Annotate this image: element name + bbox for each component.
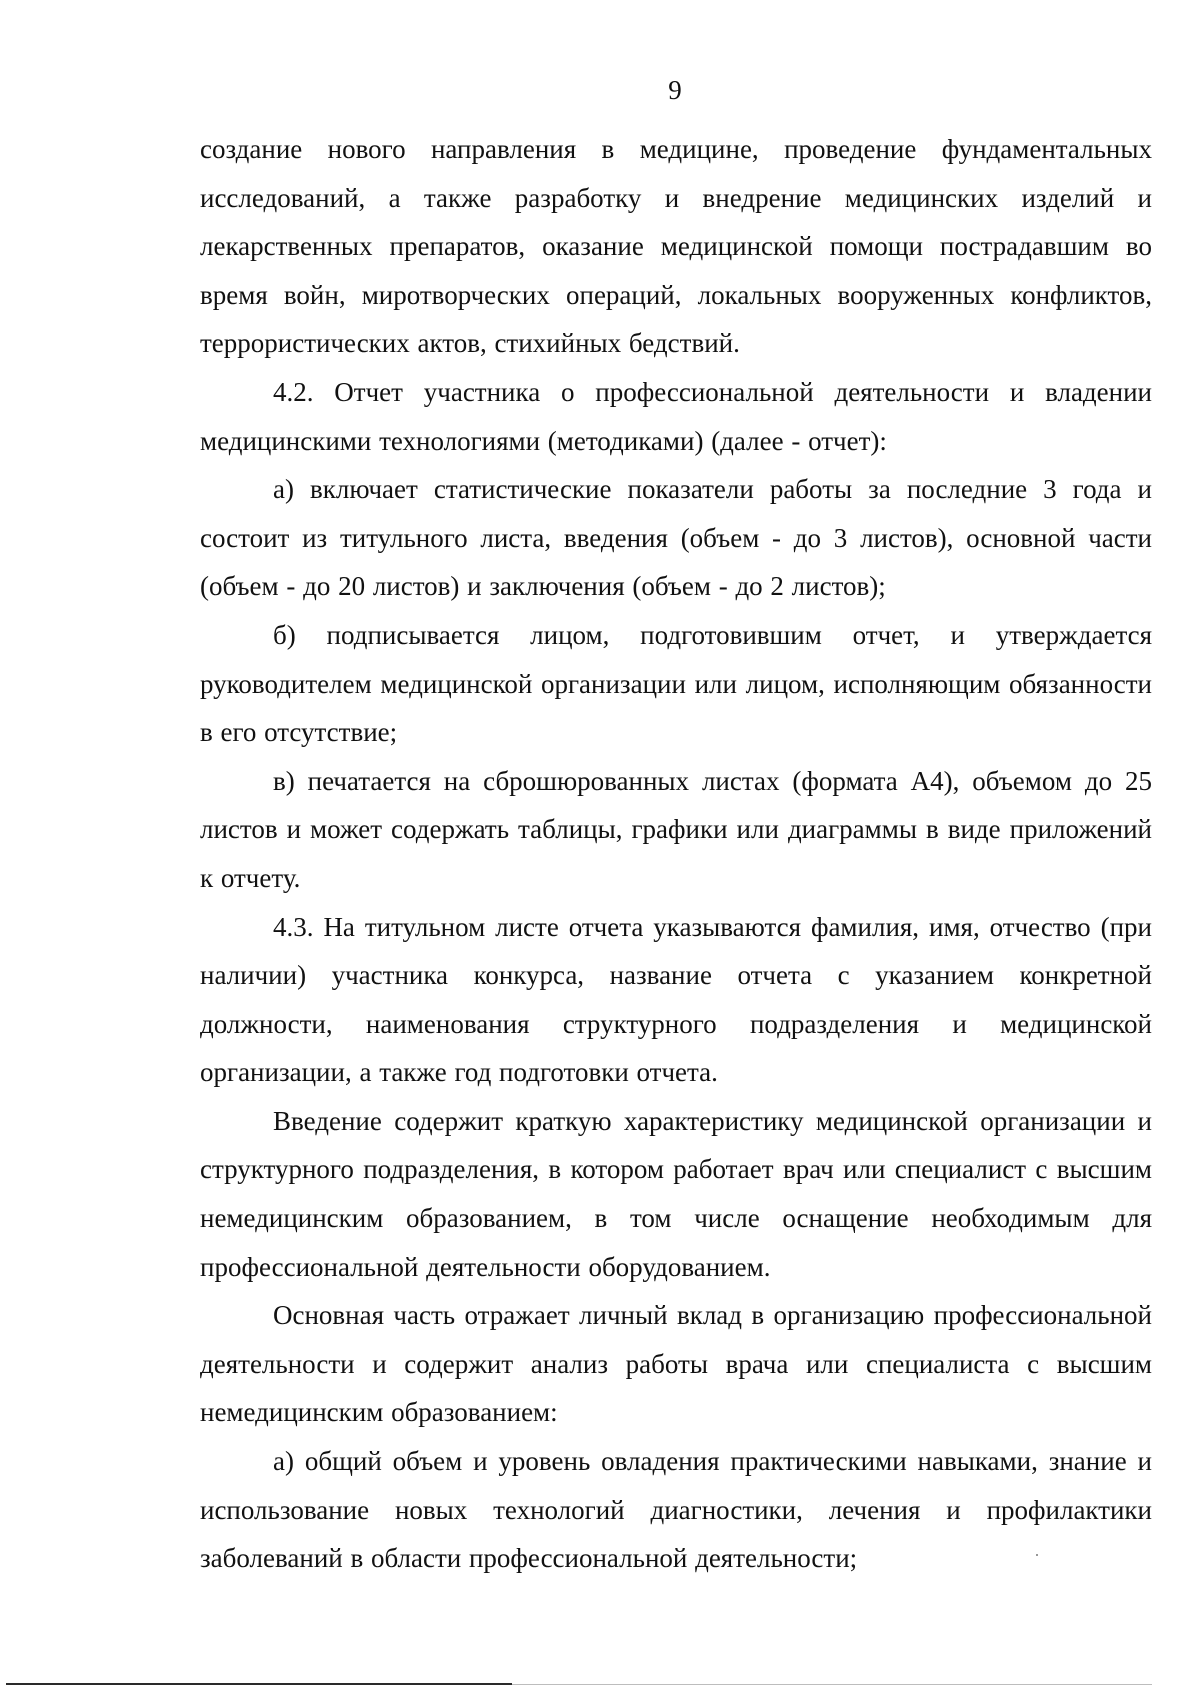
paragraph-section-4-2: 4.2. Отчет участника о профессиональной деятельности и владении медицинскими технологиями (методиками) (далее - отчет): [200,376,1152,456]
page-number: 9 [668,75,682,105]
paragraph-continuation: создание нового направления в медицине, проведение фундаментальных исследований, а также разработку и внедрение медицинских изделий и лекарственных препаратов, оказание медицинской помощи пострадавшим во время войн, миротворческих операций, локальных вооруженных конфликтов, террористических актов, стихийных бедствий. [200,134,1152,359]
paragraph-main-part: Основная часть отражает личный вклад в организацию профессиональной деятельности и содержит анализ работы врача или специалиста с высшим немедицинским образованием: [200,1300,1152,1428]
paragraph-item-b-signature: б) подписывается лицом, подготовившим отчет, и утверждается руководителем медицинской организации или лицом, исполняющим обязанности в его отсутствие; [200,619,1152,748]
paragraph-item-a-statistics: а) включает статистические показатели работы за последние 3 года и состоит из титульного листа, введения (объем - до 3 листов), основной части (объем - до 20 листов) и заключения (объем - до 2 листов); [200,474,1152,602]
paragraph-introduction: Введение содержит краткую характеристику медицинской организации и структурного подразделения, в котором работает врач или специалист с высшим немедицинским образованием, в том числе оснащение необходимым для профессиональной деятельности оборудованием. [200,1105,1152,1282]
paragraph-item-v-printing: в) печатается на сброшюрованных листах (формата А4), объемом до 25 листов и может содержать таблицы, графики или диаграммы в виде приложений к отчету. [200,765,1152,893]
paragraph-item-a-skills: а) общий объем и уровень овладения практическими навыками, знание и использование новых технологий диагностики, лечения и профилактики заболеваний в области профессиональной деятельности; [200,1446,1152,1574]
scan-edge-line-faint [512,1684,1152,1685]
document-body [200,125,1152,1583]
paragraph-section-4-3: 4.3. На титульном листе отчета указываются фамилия, имя, отчество (при наличии) участника конкурса, название отчета с указанием конкретной должности, наименования структурного подразделения и медицинской организации, а также год подготовки отчета. [200,911,1152,1088]
scan-edge-line [6,1683,512,1685]
scan-speck [1036,1554,1038,1556]
